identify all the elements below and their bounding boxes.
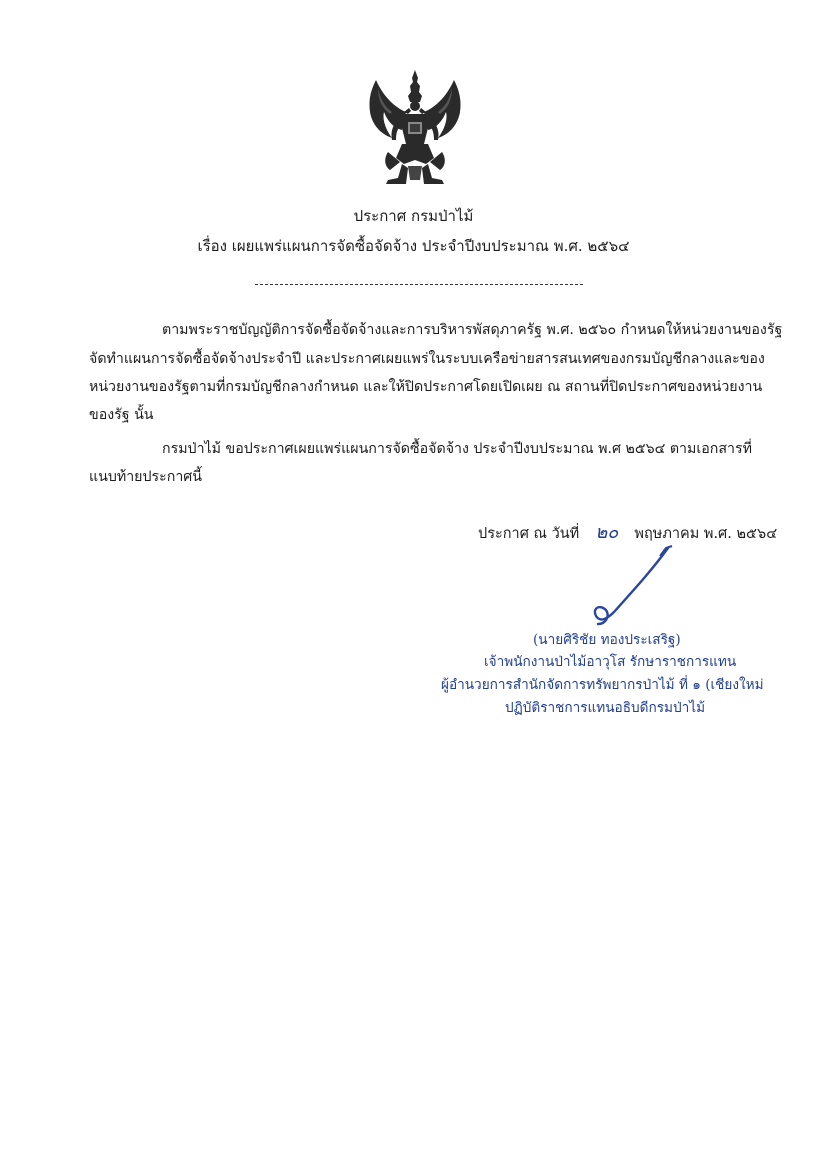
paragraph1-line3: หน่วยงานของรัฐตามที่กรมบัญชีกลางกำหนด และให้ปิดประกาศโดยเปิดเผย ณ สถานที่ปิดประกาศของหน่วยงาน: [89, 379, 763, 395]
signer-position-line1: เจ้าพนักงานป่าไม้อาวุโส รักษาราชการแทน: [484, 654, 737, 670]
paragraph2-line2: แนบท้ายประกาศนี้: [89, 469, 202, 485]
announcement-date: [478, 523, 777, 544]
signer-name: (นายศิริชัย ทองประเสริฐ): [533, 632, 681, 648]
paragraph1-line1: ตามพระราชบัญญัติการจัดซื้อจัดจ้างและการบริหารพัสดุภาครัฐ พ.ศ. ๒๕๖๐ กำหนดให้หน่วยงานของรัฐ: [162, 322, 783, 338]
date-prefix: ประกาศ ณ วันที่: [478, 526, 580, 542]
signer-position-line3: ปฏิบัติราชการแทนอธิบดีกรมป่าไม้: [505, 700, 706, 716]
paragraph1-line2: จัดทำแผนการจัดซื้อจัดจ้างประจำปี และประกาศเผยแพร่ในระบบเครือข่ายสารสนเทศของกรมบัญชีกลางและของ: [89, 351, 765, 367]
separator-line: [255, 284, 583, 285]
signer-position-line2: ผู้อำนวยการสำนักจัดการทรัพยากรป่าไม้ ที่ ๑ (เชียงใหม่: [441, 677, 764, 693]
announcement-title: ประกาศ กรมป่าไม้: [353, 207, 474, 225]
paragraph2-line1: กรมป่าไม้ ขอประกาศเผยแพร่แผนการจัดซื้อจัดจ้าง ประจำปีงบประมาณ พ.ศ ๒๕๖๔ ตามเอกสารที่: [162, 441, 752, 457]
announcement-subject: เรื่อง เผยแพร่แผนการจัดซื้อจัดจ้าง ประจำปีงบประมาณ พ.ศ. ๒๕๖๔: [197, 237, 630, 255]
date-day: ๒๐: [595, 522, 619, 543]
date-suffix: พฤษภาคม พ.ศ. ๒๕๖๔: [634, 526, 778, 542]
garuda-emblem-icon: [366, 68, 464, 186]
paragraph1-line4: ของรัฐ นั้น: [89, 407, 154, 423]
